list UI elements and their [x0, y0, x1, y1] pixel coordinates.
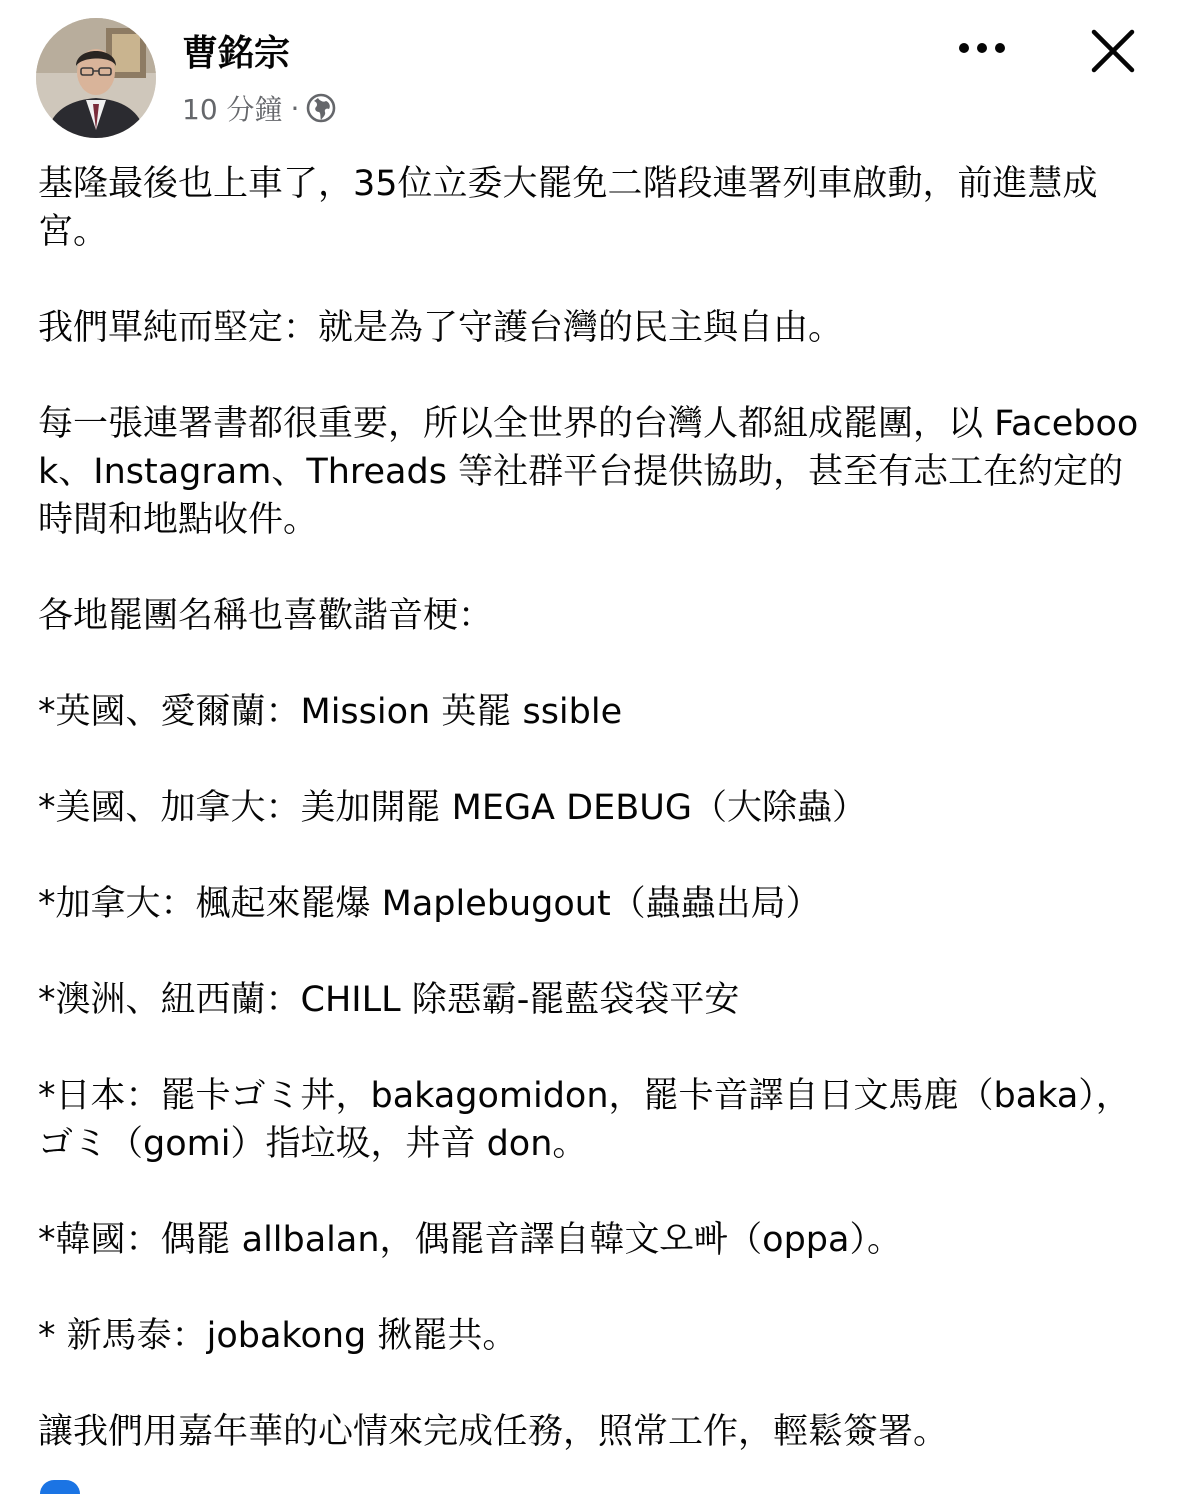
- post-timestamp[interactable]: 10 分鐘: [182, 93, 283, 126]
- avatar-photo: [36, 18, 156, 138]
- post-list-item: *澳洲、紐西蘭：CHILL 除惡霸-罷藍袋袋平安: [38, 980, 740, 1020]
- post-meta: [182, 88, 337, 128]
- post-list-item: *加拿大：楓起來罷爆 Maplebugout（蟲蟲出局）: [38, 884, 821, 924]
- reaction-icon: [40, 1480, 80, 1494]
- more-horizontal-icon: [954, 40, 1010, 56]
- post-list-item: * 新馬泰：jobakong 揪罷共。: [38, 1316, 518, 1356]
- close-button[interactable]: [1080, 18, 1146, 84]
- author-name[interactable]: 曹銘宗: [182, 33, 291, 74]
- meta-separator: ·: [290, 91, 300, 125]
- globe-icon[interactable]: [305, 92, 337, 124]
- post-body: [38, 160, 1148, 1456]
- more-options-button[interactable]: [950, 24, 1014, 72]
- post-list-item: *美國、加拿大：美加開罷 MEGA DEBUG（大除蟲）: [38, 788, 867, 828]
- post-paragraph: 各地罷團名稱也喜歡諧音梗：: [38, 596, 494, 636]
- post-list-item: *英國、愛爾蘭：Mission 英罷 ssible: [38, 692, 623, 732]
- close-icon: [1089, 27, 1137, 75]
- post-paragraph: 讓我們用嘉年華的心情來完成任務，照常工作，輕鬆簽署。: [38, 1412, 949, 1452]
- post-list-item: *韓國：偶罷 allbalan，偶罷音譯自韓文오빠（oppa）。: [38, 1220, 902, 1260]
- post-paragraph: 基隆最後也上車了，35位立委大罷免二階段連署列車啟動，前進慧成宮。: [38, 164, 1098, 252]
- post-list-item: *日本：罷卡ゴミ丼，bakagomidon，罷卡音譯自日文馬鹿（baka），ゴミ（gomi）指垃圾，丼音 don。: [38, 1076, 1131, 1164]
- post-paragraph: 我們單純而堅定：就是為了守護台灣的民主與自由。: [38, 308, 844, 348]
- post-paragraph: 每一張連署書都很重要，所以全世界的台灣人都組成罷團，以 Facebook、Instagram、Threads 等社群平台提供協助，甚至有志工在約定的時間和地點收件。: [38, 404, 1139, 540]
- author-avatar[interactable]: [36, 18, 156, 138]
- post-header: [0, 0, 1179, 150]
